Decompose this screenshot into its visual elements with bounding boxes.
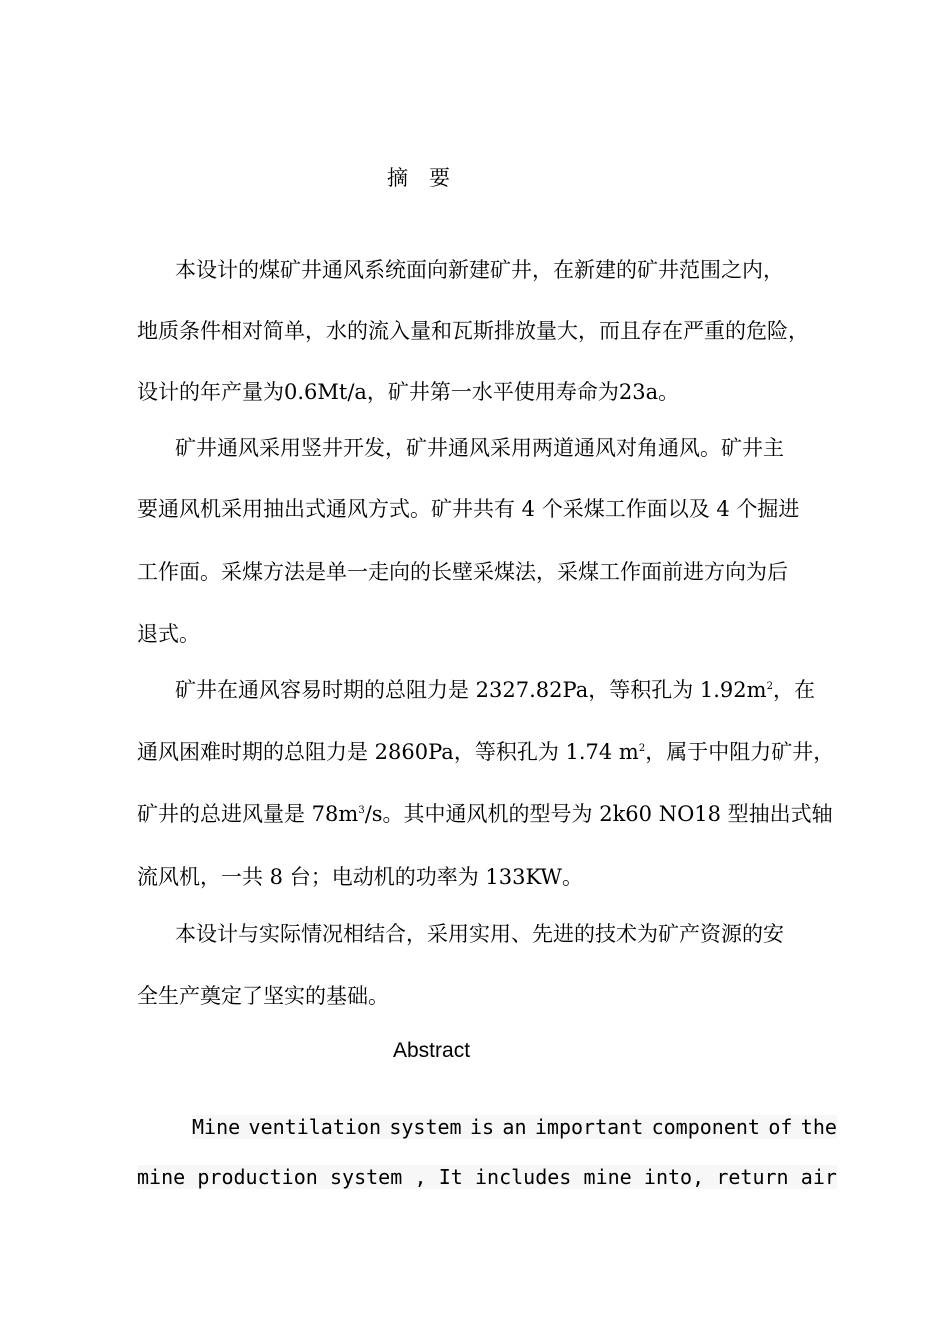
word: air [800,1165,837,1189]
superscript: 3 [358,805,365,816]
word: ventilation [248,1115,381,1139]
abstract-en-line1 [192,1115,837,1139]
p1-line1: 本设计的煤矿井通风系统面向新建矿井，在新建的矿井范围之内， [175,258,784,282]
p4-line1: 本设计与实际情况相结合，采用实用、先进的技术为矿产资源的安 [175,922,784,946]
word: the [800,1115,837,1139]
p2-line1: 矿井通风采用竖井开发，矿井通风采用两道通风对角通风。矿井主 [175,436,784,460]
p3-line2 [137,740,834,764]
word: system [330,1165,403,1189]
p2-line3: 工作面。采煤方法是单一走向的长壁采煤法，采煤工作面前进方向为后 [137,560,788,584]
word: important [534,1115,644,1139]
superscript: 2 [766,681,773,692]
word: includes [475,1165,572,1189]
p3-line3-tail: /s。其中通风机的型号为 2k60 NO18 型抽出式轴 [364,802,833,826]
word: return [716,1165,789,1189]
p4-line2: 全生产奠定了坚实的基础。 [137,984,389,1008]
word: of [768,1115,793,1139]
word: , [414,1165,427,1189]
p3-line2-text: 通风困难时期的总阻力是 2860Pa，等积孔为 1.74 m [137,740,639,764]
word: into, [643,1165,705,1189]
p3-line1 [175,678,815,702]
p2-line2: 要通风机采用抽出式通风方式。矿井共有 4 个采煤工作面以及 4 个掘进 [137,497,800,521]
word: is [469,1115,495,1139]
word: It [438,1165,463,1189]
word: Mine [192,1115,241,1139]
p1-line3: 设计的年产量为0.6Mt/a，矿井第一水平使用寿命为23a。 [137,380,680,404]
p3-line2-tail: ，属于中阻力矿井， [645,740,835,764]
superscript: 2 [638,743,646,754]
p3-line3 [137,802,833,826]
word: system [389,1115,462,1139]
word: component [651,1115,760,1139]
abstract-en-line2 [137,1165,837,1189]
word: production [197,1165,318,1189]
word: an [502,1115,527,1139]
abstract-en-title: Abstract [393,1039,471,1062]
word: mine [583,1165,632,1189]
p2-line4: 退式。 [137,622,200,646]
word: mine [137,1165,186,1189]
p1-line2: 地质条件相对简单，水的流入量和瓦斯排放量大，而且存在严重的危险， [137,319,809,343]
p3-line4: 流风机，一共 8 台；电动机的功率为 133KW。 [137,865,583,889]
p3-line3-text: 矿井的总进风量是 78m [137,802,359,826]
p3-line1-text: 矿井在通风容易时期的总阻力是 2327.82Pa，等积孔为 1.92m [175,678,767,702]
abstract-cn-title: 摘 要 [387,166,450,190]
p3-line1-tail: ，在 [772,678,815,702]
